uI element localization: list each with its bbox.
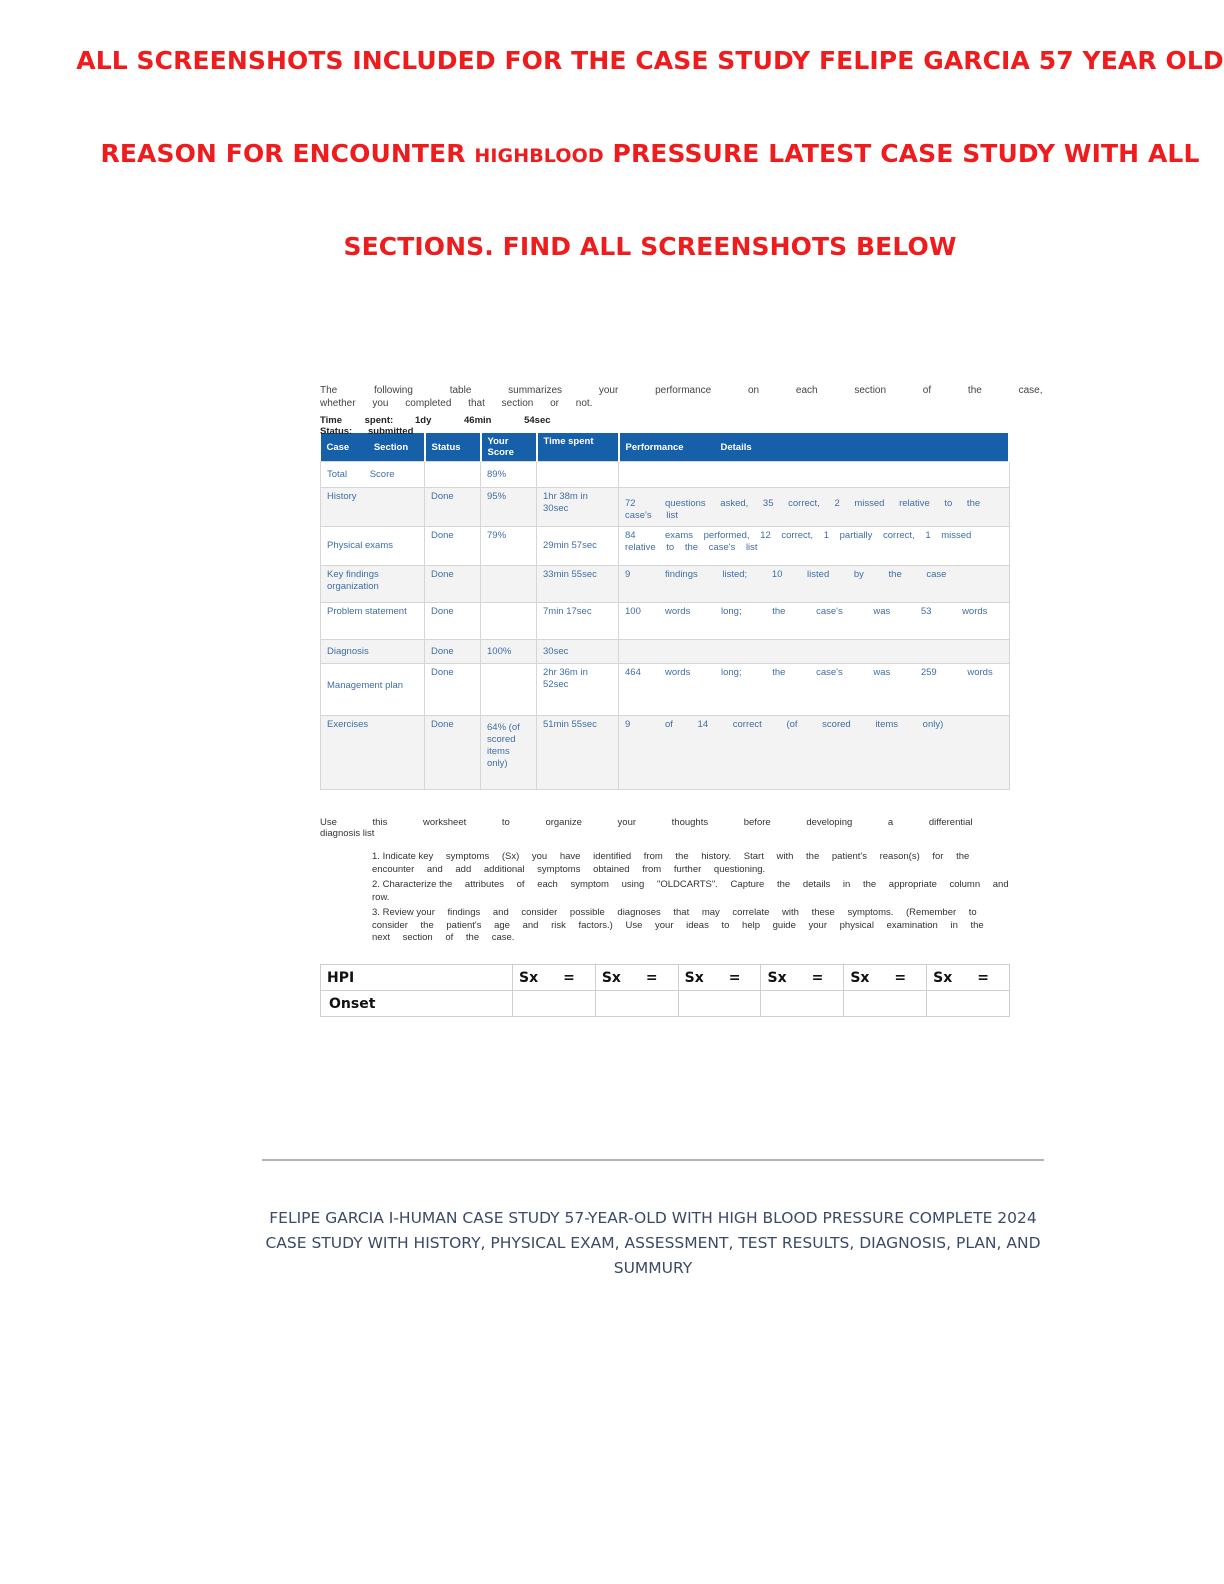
- step-verb: Indicate: [382, 851, 416, 862]
- step-number: 1.: [372, 851, 380, 862]
- sx-eq: =: [728, 969, 741, 986]
- hpi-sx-cell: [927, 965, 1010, 991]
- sx-eq: =: [563, 969, 575, 986]
- row-details: [619, 664, 1010, 716]
- sx-eq: =: [894, 969, 907, 986]
- performance-screenshot: [320, 383, 1043, 790]
- worksheet-intro-line-1: Use this worksheet to organize your thoughts before developing a differential: [320, 817, 973, 828]
- table-row: [321, 603, 1010, 640]
- summary-intro-line-1: The following table summarizes your performance on each section of the case,: [320, 385, 1043, 396]
- row-status: Done: [425, 527, 481, 566]
- footer-text: FELIPE GARCIA I-HUMAN CASE STUDY 57-YEAR-OLD WITH HIGH BLOOD PRESSURE COMPLETE 2024 CASE STUDY WITH HISTORY, PHYSICAL EXAM, ASSESSMENT, TEST RESULTS, DIAGNOSIS, PLAN, AND SUMMURY: [265, 1209, 1041, 1277]
- row-score: 64% (of scored items only): [481, 716, 537, 790]
- row-detail-text: words long; the case's was 53 words: [665, 606, 988, 617]
- step-text: the attributes of each symptom using "OLDCARTS". Capture the details in the appropriate column and row.: [372, 879, 1009, 903]
- row-section: History: [321, 488, 425, 527]
- row-details: [619, 488, 1010, 527]
- row-detail-text: questions asked, 35 correct, 2 missed relative to the case's list: [625, 498, 981, 521]
- row-status: Done: [425, 640, 481, 664]
- worksheet-intro: [320, 815, 1010, 845]
- table-row: [321, 566, 1010, 603]
- heading-line-3: SECTIONS. FIND ALL SCREENSHOTS BELOW: [343, 232, 957, 261]
- hpi-cell: [678, 991, 761, 1017]
- hpi-onset-row: [321, 991, 1010, 1017]
- performance-table: [320, 433, 1010, 790]
- row-time: 7min 17sec: [537, 603, 619, 640]
- row-status: Done: [425, 566, 481, 603]
- hpi-table: [320, 964, 1010, 1017]
- row-time: 29min 57sec: [537, 527, 619, 566]
- summary-intro: [320, 383, 1043, 411]
- row-status: Done: [425, 716, 481, 790]
- hpi-sx-cell: [595, 965, 678, 991]
- status-label: Status:: [320, 426, 353, 437]
- sx-label: Sx: [933, 969, 953, 986]
- row-detail-text: of 14 correct (of scored items only): [665, 719, 944, 730]
- sx-label: Sx: [767, 969, 787, 986]
- time-spent-value: 1dy 46min 54sec: [415, 415, 551, 426]
- table-row: [321, 640, 1010, 664]
- hpi-cell: [595, 991, 678, 1017]
- row-perf: 100: [625, 606, 641, 617]
- row-details: [619, 640, 1010, 664]
- step-text: your findings and consider possible diagnoses that may correlate with these symptoms. (Remember to consider the patient's age and risk factors.) Use your ideas to help guide your physical examination in the next section of the case.: [372, 907, 984, 943]
- hpi-sx-cell: [678, 965, 761, 991]
- row-section: Physical exams: [321, 527, 425, 566]
- row-score: [481, 664, 537, 716]
- performance-table-header: [321, 433, 1010, 462]
- row-perf: 464: [625, 667, 641, 678]
- sx-eq: =: [645, 969, 658, 986]
- row-section: Key findings organization: [321, 566, 425, 603]
- worksheet-intro-line-2: diagnosis list: [320, 828, 375, 839]
- summary-meta: [320, 411, 1010, 437]
- hpi-sx-cell: [761, 965, 844, 991]
- row-status: Done: [425, 488, 481, 527]
- row-score: [481, 566, 537, 603]
- row-detail-text: findings listed; 10 listed by the case: [665, 569, 947, 580]
- time-spent-label: Time spent:: [320, 415, 394, 426]
- row-time: 51min 55sec: [537, 716, 619, 790]
- row-score: [481, 603, 537, 640]
- step-number: 2.: [372, 879, 380, 890]
- table-row: [321, 527, 1010, 566]
- worksheet-step: [372, 879, 1010, 904]
- row-details: [619, 462, 1010, 488]
- row-section: Problem statement: [321, 603, 425, 640]
- row-score: 95%: [481, 488, 537, 527]
- row-section: Exercises: [321, 716, 425, 790]
- row-perf: 9: [625, 719, 631, 730]
- row-section: Total Score: [321, 462, 425, 488]
- row-time: 33min 55sec: [537, 566, 619, 603]
- sx-label: Sx: [519, 969, 539, 986]
- table-row: [321, 462, 1010, 488]
- row-detail-text: exams performed, 12 correct, 1 partially correct, 1 missed relative to the case's list: [625, 530, 972, 553]
- row-detail-text: words long; the case's was 259 words: [665, 667, 993, 678]
- hpi-header-row: [321, 965, 1010, 991]
- row-time: 30sec: [537, 640, 619, 664]
- table-row: [321, 664, 1010, 716]
- header-performance: Performance: [625, 441, 684, 453]
- table-row: [321, 716, 1010, 790]
- heading-line-2: [60, 139, 1224, 168]
- hpi-cell: [844, 991, 927, 1017]
- worksheet-step: [372, 851, 1010, 876]
- row-score: 100%: [481, 640, 537, 664]
- row-details: [619, 566, 1010, 603]
- row-section: Diagnosis: [321, 640, 425, 664]
- heading-line-1: ALL SCREENSHOTS INCLUDED FOR THE CASE STUDY FELIPE GARCIA 57 YEAR OLD: [76, 46, 1224, 75]
- row-status: Done: [425, 603, 481, 640]
- step-verb: Review: [382, 907, 414, 918]
- row-perf: 72: [625, 498, 636, 509]
- row-status: Done: [425, 664, 481, 716]
- hpi-cell: [513, 991, 596, 1017]
- worksheet-steps: [320, 851, 1010, 945]
- worksheet-step: [372, 907, 1010, 945]
- row-score: 79%: [481, 527, 537, 566]
- table-row: [321, 488, 1010, 527]
- heading-line-2-part-a: REASON FOR ENCOUNTER: [100, 139, 475, 168]
- row-section: Management plan: [321, 664, 425, 716]
- summary-intro-line-2: whether you completed that section or not.: [320, 398, 593, 409]
- sx-eq: =: [811, 969, 824, 986]
- step-verb: Characterize: [382, 879, 437, 890]
- hpi-sx-cell: [513, 965, 596, 991]
- row-time: 1hr 38m in 30sec: [537, 488, 619, 527]
- row-time: 2hr 36m in 52sec: [537, 664, 619, 716]
- hpi-header: HPI: [321, 965, 513, 991]
- hpi-cell: [927, 991, 1010, 1017]
- step-number: 3.: [372, 907, 380, 918]
- row-perf: 9: [625, 569, 631, 580]
- sx-label: Sx: [684, 969, 704, 986]
- sx-eq: =: [977, 969, 989, 986]
- header-details: Details: [720, 441, 752, 453]
- worksheet-instructions: [320, 815, 1010, 948]
- sx-label: Sx: [850, 969, 870, 986]
- status-value: submitted: [368, 426, 414, 437]
- header-performance-details: [619, 433, 1010, 462]
- row-status: [425, 462, 481, 488]
- hpi-sx-cell: [844, 965, 927, 991]
- hpi-row-label: Onset: [321, 991, 513, 1017]
- sx-label: Sx: [601, 969, 621, 986]
- header-score: Your Score: [481, 433, 537, 462]
- row-time: [537, 462, 619, 488]
- heading-line-2-part-b: HIGHBLOOD: [474, 145, 604, 167]
- row-details: [619, 603, 1010, 640]
- row-details: [619, 716, 1010, 790]
- header-time: Time spent: [537, 433, 619, 462]
- footer-divider: [262, 1159, 1044, 1161]
- header-status: Status: [425, 433, 481, 462]
- row-score: 89%: [481, 462, 537, 488]
- hpi-cell: [761, 991, 844, 1017]
- row-details: [619, 527, 1010, 566]
- step-text: key symptoms (Sx) you have identified from the history. Start with the patient's reason(s) for the encounter and add additional symptoms obtained from further questioning.: [372, 851, 970, 875]
- header-case-section: Case Section: [321, 433, 425, 462]
- row-perf: 84: [625, 530, 636, 541]
- heading-line-2-part-c: PRESSURE LATEST CASE STUDY WITH ALL: [603, 139, 1200, 168]
